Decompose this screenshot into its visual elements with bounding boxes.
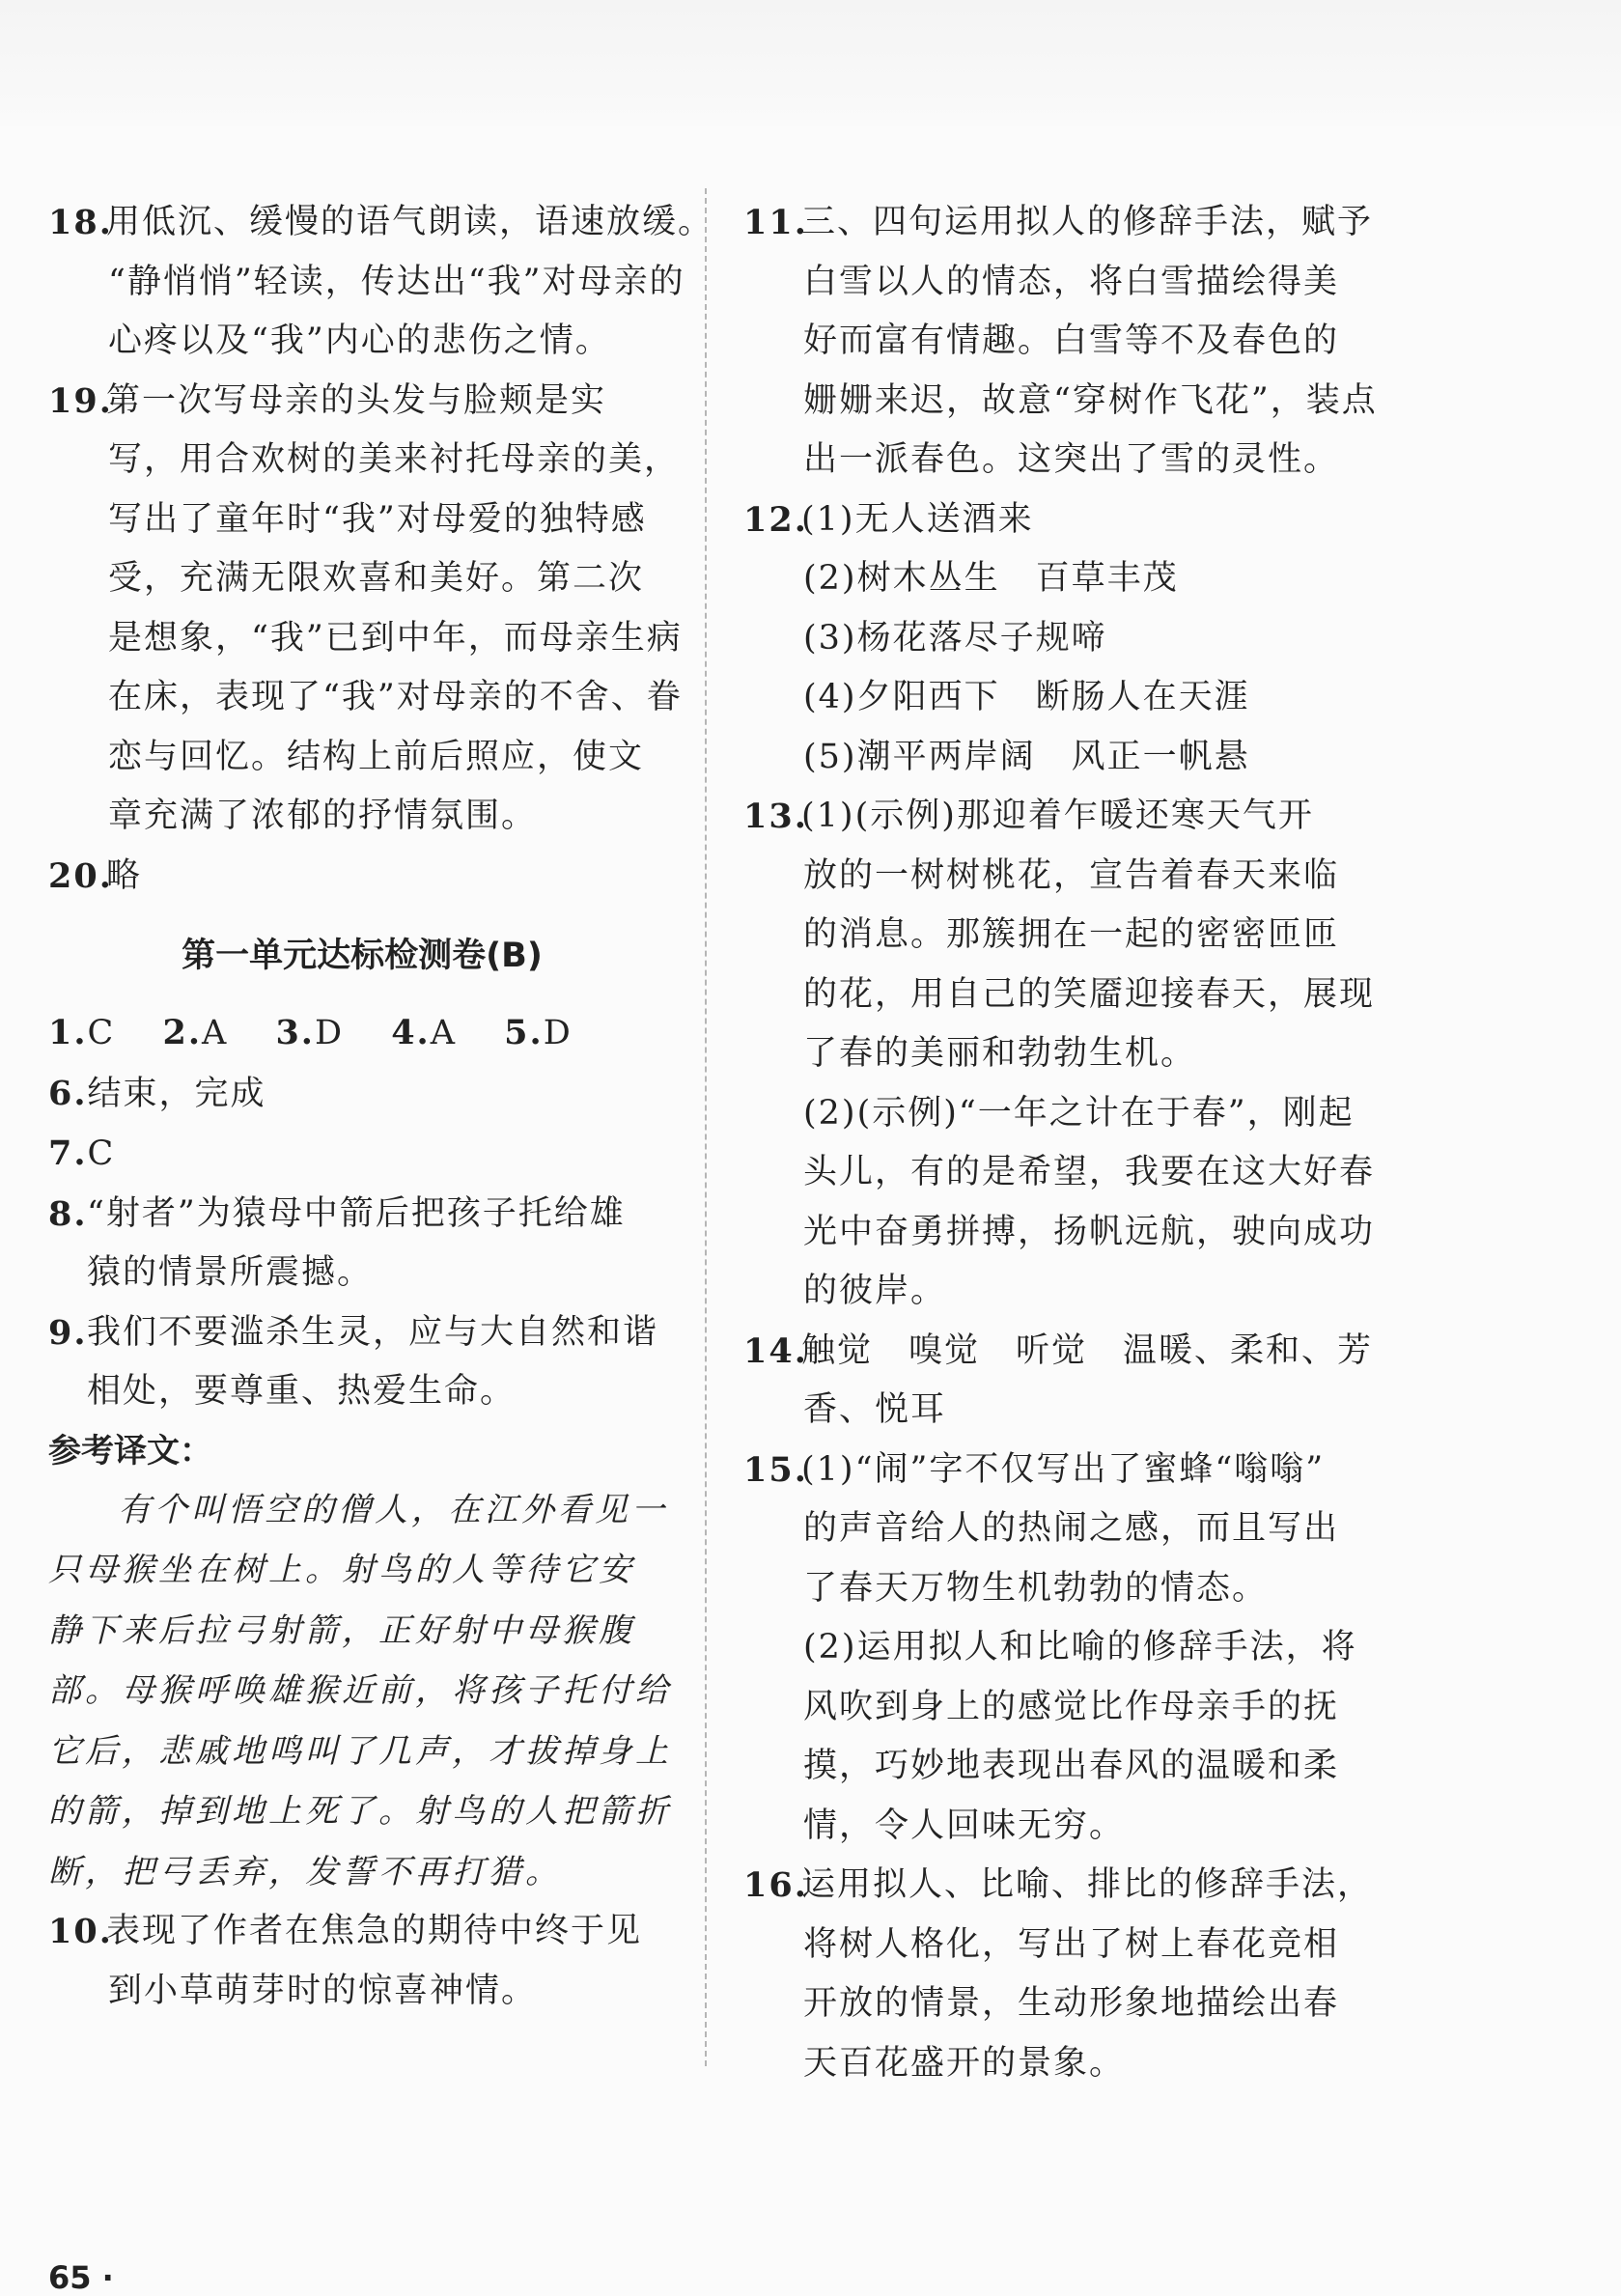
answer-14-number: 14. <box>743 1330 808 1371</box>
answer-6-number: 6. <box>48 1073 88 1113</box>
answer-18-line: 心疼以及“我”内心的悲伤之情。 <box>108 322 611 360</box>
mcq-answers <box>48 1003 676 1064</box>
answer-18 <box>48 193 714 372</box>
answer-16-line: 开放的情景，生动形象地描绘出春 <box>803 1984 1340 2023</box>
answer-14 <box>743 1322 1374 1441</box>
answer-11-line: 三、四句运用拟人的修辞手法，赋予 <box>801 203 1374 241</box>
mcq-answer-1: 1.C <box>48 1013 116 1052</box>
answer-19-line: 是想象，“我”已到中年，而母亲生病 <box>108 618 683 658</box>
answer-12 <box>743 490 1371 788</box>
answer-18-number: 18. <box>48 203 113 242</box>
answer-13 <box>743 787 1376 1322</box>
answer-16-line: 将树人格化，写出了树上春花竞相 <box>803 1924 1340 1964</box>
right-column <box>743 193 1378 2093</box>
answer-11-line: 白雪以人的情态，将白雪描绘得美 <box>803 262 1340 301</box>
left-column <box>48 193 714 2296</box>
answer-20-number: 20. <box>48 855 113 896</box>
answer-7-number: 7. <box>48 1134 88 1173</box>
answer-13-line: 头儿，有的是希望，我要在这大好春 <box>803 1153 1376 1191</box>
answer-20 <box>48 847 676 907</box>
mcq-answer-2: 2.A <box>162 1013 229 1052</box>
answer-10-line: 到小草萌芽时的惊喜神情。 <box>108 1971 538 2010</box>
answer-12-line: (4)夕阳西下 断肠人在天涯 <box>803 678 1250 716</box>
answer-16-number: 16. <box>743 1865 808 1905</box>
answer-9-line: 相处，要尊重、热爱生命。 <box>87 1372 517 1411</box>
answer-11-line: 姗姗来迟，故意“穿树作飞花”，装点 <box>803 380 1378 420</box>
answer-15-line: 风吹到身上的感觉比作母亲手的抚 <box>803 1687 1340 1726</box>
answer-13-line: (2)(示例)“一年之计在于春”，刚起 <box>803 1093 1355 1133</box>
answer-12-line: (3)杨花落尽子规啼 <box>803 618 1107 658</box>
answer-15-line: (2)运用拟人和比喻的修辞手法，将 <box>803 1628 1357 1666</box>
answer-19-line: 写，用合欢树的美来衬托母亲的美， <box>108 440 681 479</box>
answer-8 <box>48 1185 676 1303</box>
answer-14-line: 香、悦耳 <box>803 1390 947 1429</box>
answer-15-line: 的声音给人的热闹之感，而且写出 <box>803 1509 1340 1548</box>
answer-12-line: (2)树木丛生 百草丰茂 <box>803 559 1179 598</box>
answer-15-number: 15. <box>743 1449 808 1490</box>
answer-15 <box>743 1441 1371 1857</box>
answer-19-line: 第一次写母亲的头发与脸颊是实 <box>106 380 607 420</box>
answer-13-number: 13. <box>743 797 808 836</box>
answer-16 <box>743 1856 1374 2093</box>
answer-13-line: 的彼岸。 <box>803 1272 947 1310</box>
answer-13-line: 的消息。那簇拥在一起的密密匝匝 <box>803 915 1340 954</box>
answer-12-line: (1)无人送酒来 <box>801 499 1034 539</box>
answer-14-line: 触觉 嗅觉 听觉 温暖、柔和、芳 <box>801 1330 1374 1370</box>
answer-7-text: C <box>87 1134 116 1173</box>
translation-line: 的箭，掉到地上死了。射鸟的人把箭折 <box>48 1792 672 1831</box>
translation-line: 有个叫悟空的僧人，在江外看见一 <box>118 1490 668 1529</box>
column-divider <box>705 188 707 2066</box>
translation-line: 断，把弓丢弃，发誓不再打猎。 <box>48 1852 562 1891</box>
translation-line: 静下来后拉弓射箭，正好射中母猴腹 <box>48 1610 635 1650</box>
answer-13-line: 放的一树树桃花，宣告着春天来临 <box>803 855 1340 895</box>
answer-13-line: 的花，用自己的笑靥迎接春天，展现 <box>803 974 1376 1014</box>
answer-11 <box>743 193 1378 490</box>
answer-19-line: 在床，表现了“我”对母亲的不舍、眷 <box>108 678 683 716</box>
answer-16-line: 天百花盛开的景象。 <box>803 2043 1126 2083</box>
answer-20-text: 略 <box>106 855 143 895</box>
answer-15-line: 了春天万物生机勃勃的情态。 <box>803 1568 1269 1608</box>
answer-10-number: 10. <box>48 1912 113 1951</box>
answer-16-line: 运用拟人、比喻、排比的修辞手法， <box>801 1865 1374 1904</box>
answer-13-line: 了春的美丽和勃勃生机。 <box>803 1034 1197 1073</box>
mcq-answer-5: 5.D <box>504 1013 573 1052</box>
answer-19 <box>48 372 683 847</box>
answer-9 <box>48 1303 676 1422</box>
mcq-answer-3: 3.D <box>275 1013 345 1052</box>
answer-6 <box>48 1064 676 1125</box>
translation-line: 它后，悲戚地鸣叫了几声，才拔掉身上 <box>48 1731 672 1771</box>
answer-9-number: 9. <box>48 1312 88 1353</box>
answer-15-line: (1)“闹”字不仅写出了蜜蜂“嗡嗡” <box>801 1449 1326 1489</box>
answer-6-text: 结束，完成 <box>87 1074 266 1113</box>
answer-7 <box>48 1124 676 1185</box>
answer-18-line: “静悄悄”轻读，传达出“我”对母亲的 <box>108 262 685 301</box>
reference-translation <box>48 1480 676 1903</box>
reference-translation-title: 参考译文： <box>48 1431 212 1470</box>
answer-10-line: 表现了作者在焦急的期待中终于见 <box>106 1912 643 1950</box>
answer-10 <box>48 1902 676 2021</box>
translation-line: 部。母猴呼唤雄猴近前，将孩子托付给 <box>48 1671 672 1710</box>
mcq-answer-4: 4.A <box>391 1013 458 1052</box>
answer-11-line: 出一派春色。这突出了雪的灵性。 <box>803 440 1340 479</box>
page-number: 65 · <box>48 2259 114 2296</box>
answer-8-line: 猿的情景所震撼。 <box>87 1253 374 1292</box>
section-title: 第一单元达标检测卷(B) <box>182 937 543 975</box>
answer-19-line: 章充满了浓郁的抒情氛围。 <box>108 797 538 835</box>
answer-13-line: (1)(示例)那迎着乍暖还寒天气开 <box>801 797 1314 835</box>
answer-18-line: 用低沉、缓慢的语气朗读，语速放缓。 <box>106 203 714 241</box>
answer-9-line: 我们不要滥杀生灵，应与大自然和谐 <box>87 1312 659 1352</box>
answer-15-line: 情，令人回味无穷。 <box>803 1806 1126 1845</box>
answer-15-line: 摸，巧妙地表现出春风的温暖和柔 <box>803 1747 1340 1785</box>
answer-12-line: (5)潮平两岸阔 风正一帆悬 <box>803 737 1250 776</box>
answer-11-number: 11. <box>743 203 808 242</box>
answer-8-number: 8. <box>48 1193 88 1234</box>
answer-8-line: “射者”为猿母中箭后把孩子托给雄 <box>87 1193 626 1233</box>
scan-top-band <box>0 0 1621 126</box>
answer-19-line: 写出了童年时“我”对母爱的独特感 <box>108 499 647 539</box>
answer-19-line: 恋与回忆。结构上前后照应，使文 <box>108 737 645 776</box>
translation-line: 只母猴坐在树上。射鸟的人等待它安 <box>48 1551 635 1589</box>
answer-11-line: 好而富有情趣。白雪等不及春色的 <box>803 322 1340 360</box>
answer-19-number: 19. <box>48 380 113 421</box>
answer-19-line: 受，充满无限欢喜和美好。第二次 <box>108 559 645 598</box>
answer-13-line: 光中奋勇拼搏，扬帆远航，驶向成功 <box>803 1212 1376 1251</box>
answer-12-number: 12. <box>743 499 808 540</box>
